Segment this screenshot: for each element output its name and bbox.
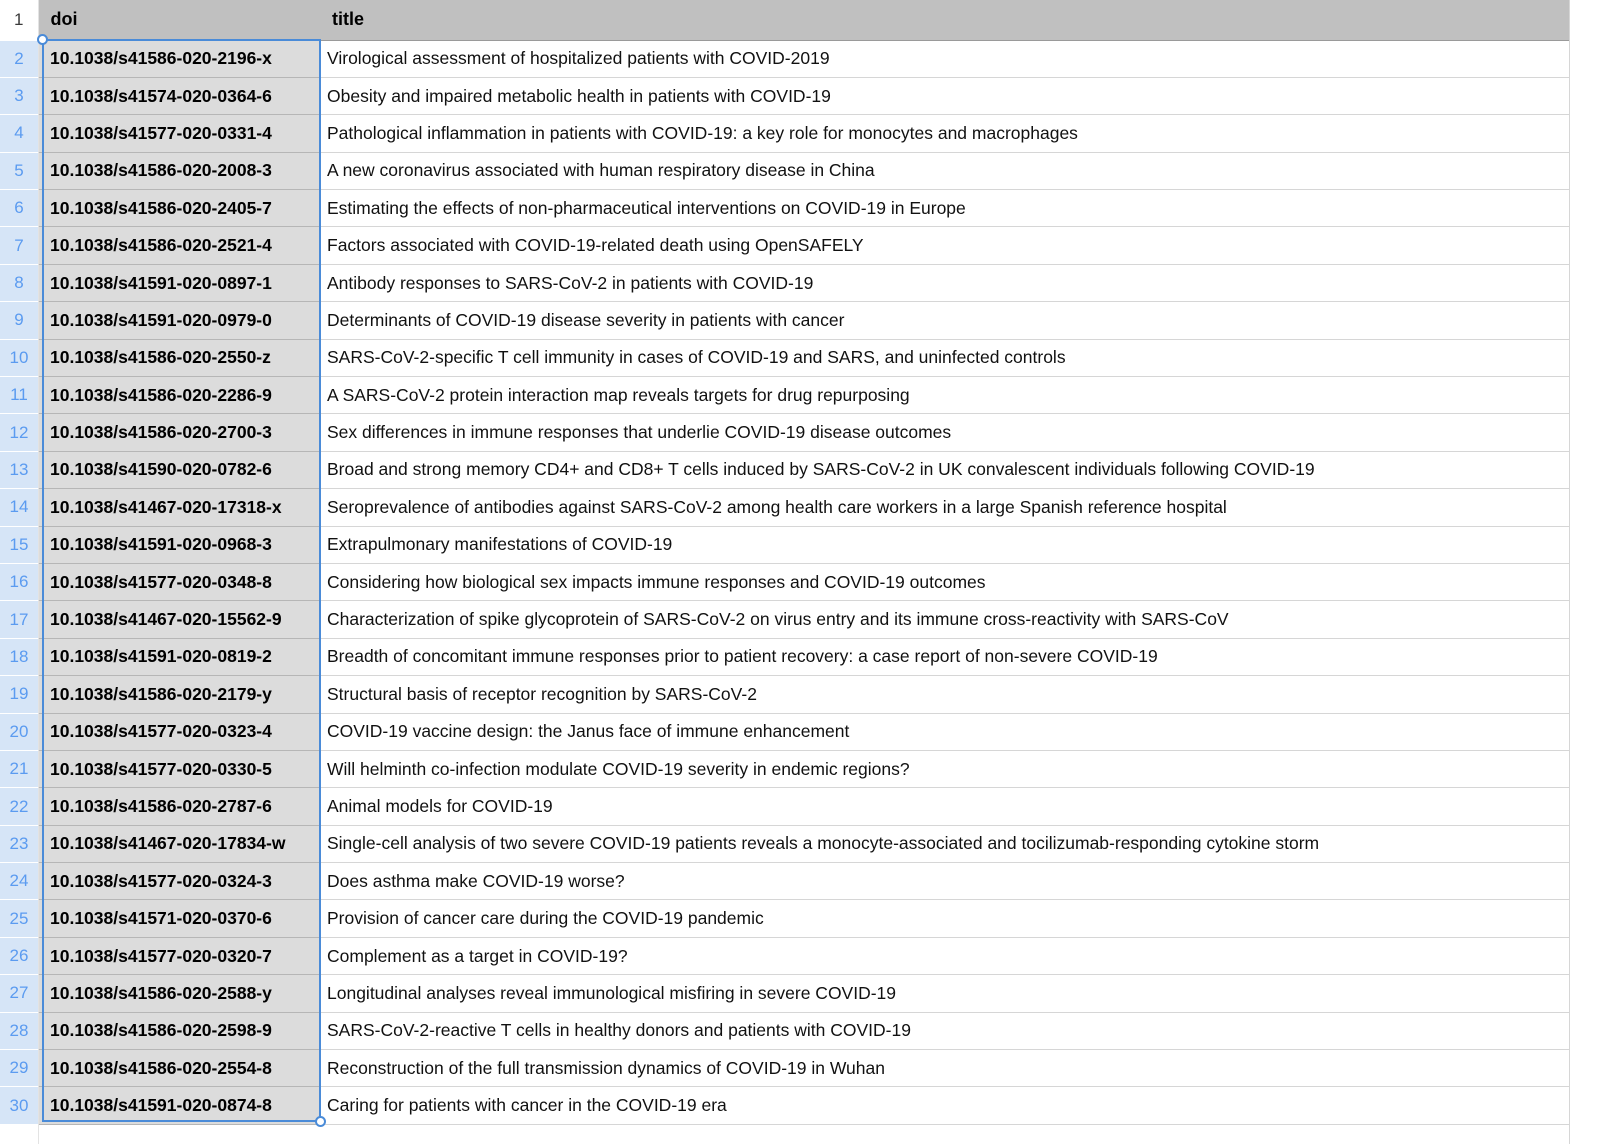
- cell-doi[interactable]: 10.1038/s41591-020-0874-8: [38, 1087, 320, 1124]
- cell-title[interactable]: A new coronavirus associated with human respiratory disease in China: [320, 152, 1570, 189]
- cell-doi[interactable]: 10.1038/s41586-020-2787-6: [38, 788, 320, 825]
- table-row: [0, 825, 1570, 862]
- cell-title[interactable]: Factors associated with COVID-19-related death using OpenSAFELY: [320, 227, 1570, 264]
- table-row: [0, 77, 1570, 114]
- table-row: [0, 115, 1570, 152]
- cell-title[interactable]: Longitudinal analyses reveal immunological misfiring in severe COVID-19: [320, 975, 1570, 1012]
- table-row: [0, 1050, 1570, 1087]
- table-row: [0, 339, 1570, 376]
- cell-title[interactable]: Antibody responses to SARS-CoV-2 in patients with COVID-19: [320, 264, 1570, 301]
- cell-title[interactable]: SARS-CoV-2-reactive T cells in healthy donors and patients with COVID-19: [320, 1012, 1570, 1049]
- row-header[interactable]: 5: [0, 152, 38, 189]
- table-row: [0, 638, 1570, 675]
- cell-title[interactable]: Does asthma make COVID-19 worse?: [320, 863, 1570, 900]
- table-row: [0, 190, 1570, 227]
- cell-doi[interactable]: 10.1038/s41591-020-0897-1: [38, 264, 320, 301]
- row-header[interactable]: 15: [0, 526, 38, 563]
- cell-doi[interactable]: 10.1038/s41586-020-2598-9: [38, 1012, 320, 1049]
- cell-doi[interactable]: 10.1038/s41586-020-2588-y: [38, 975, 320, 1012]
- cell-doi[interactable]: 10.1038/s41590-020-0782-6: [38, 451, 320, 488]
- cell-title[interactable]: COVID-19 vaccine design: the Janus face of immune enhancement: [320, 713, 1570, 750]
- table-row: [0, 1087, 1570, 1124]
- gutter-divider: [38, 0, 39, 1144]
- cell-title[interactable]: Estimating the effects of non-pharmaceutical interventions on COVID-19 in Europe: [320, 190, 1570, 227]
- row-header[interactable]: 25: [0, 900, 38, 937]
- cell-doi[interactable]: 10.1038/s41591-020-0819-2: [38, 638, 320, 675]
- row-header[interactable]: 14: [0, 489, 38, 526]
- row-header[interactable]: 12: [0, 414, 38, 451]
- table-row: [0, 377, 1570, 414]
- cell-doi[interactable]: 10.1038/s41467-020-17318-x: [38, 489, 320, 526]
- cell-title[interactable]: Reconstruction of the full transmission dynamics of COVID-19 in Wuhan: [320, 1050, 1570, 1087]
- row-header[interactable]: 22: [0, 788, 38, 825]
- cell-doi[interactable]: 10.1038/s41577-020-0320-7: [38, 937, 320, 974]
- cell-doi[interactable]: 10.1038/s41591-020-0979-0: [38, 302, 320, 339]
- row-header[interactable]: 9: [0, 302, 38, 339]
- cell-title[interactable]: A SARS-CoV-2 protein interaction map reveals targets for drug repurposing: [320, 377, 1570, 414]
- cell-doi[interactable]: 10.1038/s41586-020-2700-3: [38, 414, 320, 451]
- cell-doi[interactable]: 10.1038/s41586-020-2179-y: [38, 676, 320, 713]
- row-header[interactable]: 2: [0, 40, 38, 77]
- row-header[interactable]: 10: [0, 339, 38, 376]
- row-header[interactable]: 19: [0, 676, 38, 713]
- table-row: [0, 40, 1570, 77]
- row-header[interactable]: 17: [0, 601, 38, 638]
- cell-doi[interactable]: 10.1038/s41586-020-2521-4: [38, 227, 320, 264]
- table-row: [0, 227, 1570, 264]
- cell-doi[interactable]: 10.1038/s41467-020-17834-w: [38, 825, 320, 862]
- row-header[interactable]: 23: [0, 825, 38, 862]
- cell-doi[interactable]: 10.1038/s41586-020-2405-7: [38, 190, 320, 227]
- cell-doi[interactable]: 10.1038/s41577-020-0324-3: [38, 863, 320, 900]
- cell-title[interactable]: Caring for patients with cancer in the COVID-19 era: [320, 1087, 1570, 1124]
- row-header[interactable]: 20: [0, 713, 38, 750]
- cell-doi[interactable]: 10.1038/s41586-020-2196-x: [38, 40, 320, 77]
- table-row: [0, 264, 1570, 301]
- cell-doi[interactable]: 10.1038/s41577-020-0330-5: [38, 750, 320, 787]
- table-row: [0, 900, 1570, 937]
- row-header[interactable]: 11: [0, 377, 38, 414]
- grid-right-edge: [1569, 0, 1570, 1144]
- table-row: [0, 451, 1570, 488]
- cell-doi[interactable]: 10.1038/s41577-020-0348-8: [38, 563, 320, 600]
- cell-title[interactable]: Determinants of COVID-19 disease severity in patients with cancer: [320, 302, 1570, 339]
- cell-doi[interactable]: 10.1038/s41571-020-0370-6: [38, 900, 320, 937]
- table-row: [0, 788, 1570, 825]
- table-row: [0, 750, 1570, 787]
- table-row: [0, 937, 1570, 974]
- cell-doi[interactable]: 10.1038/s41577-020-0323-4: [38, 713, 320, 750]
- table-row: [0, 414, 1570, 451]
- table-row: [0, 863, 1570, 900]
- cell-doi[interactable]: 10.1038/s41586-020-2554-8: [38, 1050, 320, 1087]
- row-header[interactable]: 24: [0, 863, 38, 900]
- cell-doi[interactable]: 10.1038/s41574-020-0364-6: [38, 77, 320, 114]
- table-row: [0, 713, 1570, 750]
- cell-title[interactable]: Single-cell analysis of two severe COVID-19 patients reveals a monocyte-associated and tocilizumab-responding cytokine storm: [320, 825, 1570, 862]
- cell-title[interactable]: Sex differences in immune responses that underlie COVID-19 disease outcomes: [320, 414, 1570, 451]
- row-header-1[interactable]: 1: [0, 0, 38, 40]
- cell-title[interactable]: Extrapulmonary manifestations of COVID-19: [320, 526, 1570, 563]
- row-header[interactable]: 18: [0, 638, 38, 675]
- column-header-title[interactable]: title: [320, 0, 1570, 40]
- row-header[interactable]: 28: [0, 1012, 38, 1049]
- cell-title[interactable]: Seroprevalence of antibodies against SARS-CoV-2 among health care workers in a large Spanish reference hospital: [320, 489, 1570, 526]
- row-header[interactable]: 13: [0, 451, 38, 488]
- row-header[interactable]: 8: [0, 264, 38, 301]
- cell-doi[interactable]: 10.1038/s41586-020-2550-z: [38, 339, 320, 376]
- table-row: [0, 975, 1570, 1012]
- cell-title[interactable]: Provision of cancer care during the COVID-19 pandemic: [320, 900, 1570, 937]
- row-header[interactable]: 7: [0, 227, 38, 264]
- row-header[interactable]: 3: [0, 77, 38, 114]
- cell-title[interactable]: Characterization of spike glycoprotein of SARS-CoV-2 on virus entry and its immune cross-reactivity with SARS-CoV: [320, 601, 1570, 638]
- row-header[interactable]: 6: [0, 190, 38, 227]
- table-row: [0, 1012, 1570, 1049]
- row-header[interactable]: 30: [0, 1087, 38, 1124]
- column-header-row: [0, 0, 1570, 40]
- cell-title[interactable]: Considering how biological sex impacts immune responses and COVID-19 outcomes: [320, 563, 1570, 600]
- table-row: [0, 601, 1570, 638]
- cell-title[interactable]: Animal models for COVID-19: [320, 788, 1570, 825]
- row-header[interactable]: 16: [0, 563, 38, 600]
- cell-title[interactable]: Complement as a target in COVID-19?: [320, 937, 1570, 974]
- cell-title[interactable]: Pathological inflammation in patients with COVID-19: a key role for monocytes and macrophages: [320, 115, 1570, 152]
- row-header[interactable]: 27: [0, 975, 38, 1012]
- table-row: [0, 563, 1570, 600]
- table-row: [0, 152, 1570, 189]
- row-header[interactable]: 26: [0, 937, 38, 974]
- cell-doi[interactable]: 10.1038/s41586-020-2008-3: [38, 152, 320, 189]
- cell-doi[interactable]: 10.1038/s41577-020-0331-4: [38, 115, 320, 152]
- cell-title[interactable]: Will helminth co-infection modulate COVID-19 severity in endemic regions?: [320, 750, 1570, 787]
- cell-title[interactable]: Obesity and impaired metabolic health in patients with COVID-19: [320, 77, 1570, 114]
- cell-title[interactable]: SARS-CoV-2-specific T cell immunity in cases of COVID-19 and SARS, and uninfected controls: [320, 339, 1570, 376]
- table-row: [0, 526, 1570, 563]
- cell-doi[interactable]: 10.1038/s41586-020-2286-9: [38, 377, 320, 414]
- row-header[interactable]: 4: [0, 115, 38, 152]
- row-header[interactable]: 29: [0, 1050, 38, 1087]
- cell-doi[interactable]: 10.1038/s41591-020-0968-3: [38, 526, 320, 563]
- row-header[interactable]: 21: [0, 750, 38, 787]
- table-row: [0, 676, 1570, 713]
- table-row: [0, 489, 1570, 526]
- cell-title[interactable]: Breadth of concomitant immune responses prior to patient recovery: a case report of non-severe COVID-19: [320, 638, 1570, 675]
- column-header-doi[interactable]: doi: [38, 0, 320, 40]
- cell-title[interactable]: Structural basis of receptor recognition by SARS-CoV-2: [320, 676, 1570, 713]
- cell-doi[interactable]: 10.1038/s41467-020-15562-9: [38, 601, 320, 638]
- table-row: [0, 302, 1570, 339]
- cell-title[interactable]: Virological assessment of hospitalized patients with COVID-2019: [320, 40, 1570, 77]
- cell-title[interactable]: Broad and strong memory CD4+ and CD8+ T cells induced by SARS-CoV-2 in UK convalescent individuals following COVID-19: [320, 451, 1570, 488]
